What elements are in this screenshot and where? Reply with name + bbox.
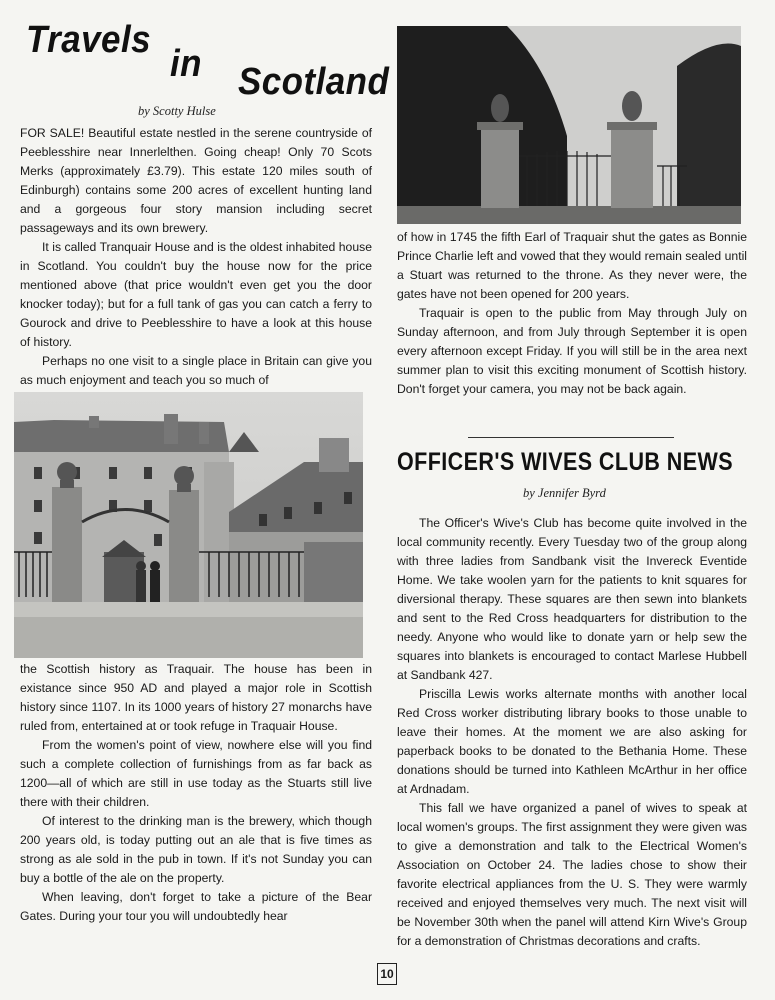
- title-line-in: in: [170, 43, 202, 85]
- article-byline: by Scotty Hulse: [138, 104, 216, 118]
- bear-gates-photo: [397, 26, 741, 224]
- paragraph: Of interest to the drinking man is the brewery, which though 200 years old, is today putting out an ale that is five times as strong as ale sold in the pub in town. If it's not Sunday you can buy a bottle of the ale on the property.: [20, 814, 372, 885]
- paragraph: When leaving, don't forget to take a picture of the Bear Gates. During your tour you will undoubtedly hear: [20, 890, 372, 923]
- club-news-body: [397, 514, 747, 951]
- article-body-right: [397, 228, 747, 399]
- paragraph: Perhaps no one visit to a single place in Britain can give you as much enjoyment and teach you so much of: [20, 354, 372, 387]
- page-number: 10: [377, 963, 397, 985]
- paragraph: The Officer's Wive's Club has become quite involved in the local community recently. Every Tuesday two of the group along with three ladies from Sandbank visit the Invereck Eventide Home. We take woolen yarn for the patients to knit squares for diversional therapy. These squares are then sewn into blankets and sent to the Red Cross headquarters for distribution to the needy. Anyone who would like to donate yarn or help sew the squares into blankets is encouraged to contact Marlese Hubbell at Sandbank 427.: [397, 516, 747, 682]
- paragraph: the Scottish history as Traquair. The house has been in existance since 950 AD and played a major role in Scottish history since 1107. In its 1000 years of history 27 monarchs have ruled from, entertained at or took refuge in Traquair House.: [20, 662, 372, 733]
- paragraph: Traquair is open to the public from May through July on Sunday afternoon, and from July through September it is open every afternoon except Friday. If you will still be in the area next summer plan to visit this exciting monument of Scottish history. Don't forget your camera, you may not be back again.: [397, 306, 747, 396]
- club-news-title: OFFICER'S WIVES CLUB NEWS: [397, 448, 733, 476]
- title-line-travels: Travels: [26, 19, 152, 61]
- club-news-byline: by Jennifer Byrd: [523, 486, 606, 500]
- traquair-house-photo: [14, 392, 363, 658]
- paragraph: From the women's point of view, nowhere else will you find such a complete collection of furnishings from as far back as 1200—all of which are still in use today as the Stuarts still live there with their children.: [20, 738, 372, 809]
- paragraph: Priscilla Lewis works alternate months with another local Red Cross worker distributing library books to those unable to leave their homes. At the moment we are also asking for paperback books to be donated to the Bethania Home. These donations should be turned into Kathleen McArthur in her office at Ardnadam.: [397, 687, 747, 796]
- title-line-scotland: Scotland: [238, 61, 390, 103]
- article-body-top: [20, 124, 372, 390]
- paragraph: This fall we have organized a panel of wives to speak at local women's groups. The first assignment they were given was to give a demonstration and talk to the Electrical Women's Association on October 24. The ladies chose to show their favorite electrical appliances from the U. S. They were warmly received and enjoyed themselves very much. The next visit will be November 30th when the panel will attend Kirn Wive's Group for a demonstration of Christmas decorations and crafts.: [397, 801, 747, 948]
- paragraph: of how in 1745 the fifth Earl of Traquair shut the gates as Bonnie Prince Charlie left and vowed that they would remain sealed until a Stuart was returned to the throne. As they never were, the gates have not been opened for 200 years.: [397, 230, 747, 301]
- paragraph: FOR SALE! Beautiful estate nestled in the serene countryside of Peeblesshire near Innerlelthen. Going cheap! Only 70 Scots Merks (approximately £3.79). This estate 120 miles south of Edinburgh) contains some 200 acres of excellent hunting land and a gorgeous four story mansion including secret passageways and its own brewery.: [20, 126, 372, 235]
- divider: [468, 437, 674, 438]
- paragraph: It is called Tranquair House and is the oldest inhabited house in Scotland. You couldn't buy the house now for the price mentioned above (that price wouldn't even get you the door knocker today); but for a full tank of gas you can catch a ferry to Gourock and drive to Peeblesshire to have a look at this house of history.: [20, 240, 372, 349]
- article-body-bottom: [20, 660, 372, 926]
